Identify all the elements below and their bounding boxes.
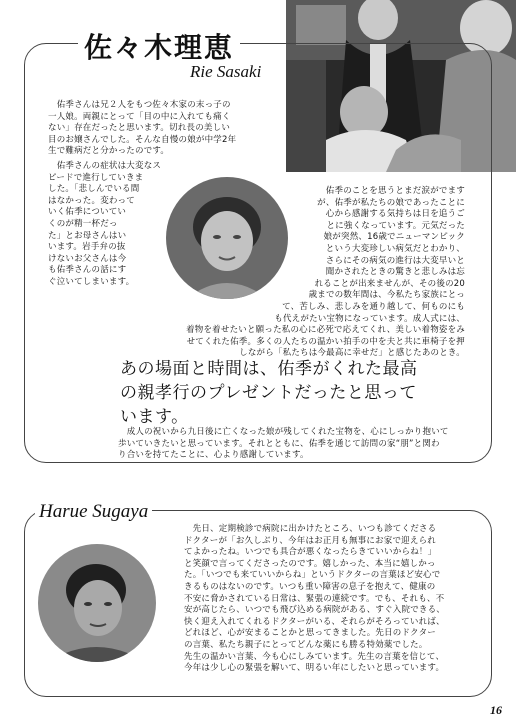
- profile-name-jp: 佐々木理恵: [78, 26, 240, 66]
- portrait-harue-sugaya: [38, 544, 156, 662]
- intro-paragraph: 佑季さんは兄２人をもつ佐々木家の末っ子の 一人娘。両親にとって「目の中に入れても痛く ない」存在だったと思います。切れ長の美しい 目のお嬢さんでした。そんな自慢の娘が中学2年 生で難病だと分かったのです。: [48, 100, 237, 157]
- doctor-story-paragraph: 先日、定期検診で病院に出かけたところ、いつも診てくださる ドクターが「お久しぶり、今年はお正月も無事にお家で迎えられ てよかったね。いつでも具合が悪くなったらきていいからね！」 と笑顔で言ってくださったのです。嬉しかった、本当に嬉しかっ た。「いつでも来ていいからね」というドクターの言葉ほど安心で きるものはないのです。いつも重い障害の息子を抱えて、健康の 不安に脅かされている日常は、緊張の連続です。でも、それも、不 安が高じたら、いつでも飛び込める病院がある、すぐ入院できる、 快く迎え入れてくれるドクターがいる、それらがそろっていれば、 どれほど、心が安まることかと思ってきました。先日のドクター の言葉、私たち親子にとってどんな薬にも勝る特効薬でした。 先生の温かい言葉、今も心にしみています。先生の言葉を信じて、 今年は少し心の緊張を解いて、明るい年にしたいと思っています。: [184, 524, 446, 674]
- mother-message-paragraph: 佑季のことを思うとまだ涙がでます が、佑季が私たちの娘であったことに 心から感謝する気持ちは日を追うご とに強くなっています。元気だった 娘が突然、16歳でニューマンピック という大変珍しい病気だとわかり、 さらにその病気の進行は大変早いと 聞かされたときの驚きと悲しみは忘 れることが出来ませんが、その後の20 歳までの数年間は、今私たち家族にとっ て、苦しみ、悲しみを通り越して、何ものにも も代えがたい宝物になっています。成人式には、 着物を着せたいと願った私の心に必死で応えてくれ、美しい着物姿をみ せてくれた佑季。多くの人たちの温かい拍手の中を夫と共に車椅子を押 しながら「私たちは今最高に幸せだ」と感じたあのとき。: [186, 186, 465, 359]
- page-number: 16: [490, 703, 502, 717]
- symptom-paragraph: 佑季さんの症状は大変なス ピードで進行していきま した。「悲しんでいる間 はなかった。変わって いく佑季についてい くのが精一杯だっ た」とお母さんはい います。岩手弁の抜 けないお父さんは今 も佑季さんの話にす ぐ泣いてしまいます。: [48, 161, 162, 287]
- profile2-name-en: Harue Sugaya: [35, 501, 152, 523]
- profile-name-en: Rie Sasaki: [190, 62, 262, 81]
- gratitude-paragraph: 成人の祝いから九日後に亡くなった娘が残してくれた宝物を、心にしっかり抱いて 歩いていきたいと思っています。それとともに、佑季を通じて訪問の家“朋”と関わ り合いを持てたことに、心より感謝しています。: [118, 427, 449, 461]
- highlight-quote: あの場面と時間は、佑季がくれた最高 の親孝行のプレゼントだったと思って います。: [120, 359, 418, 427]
